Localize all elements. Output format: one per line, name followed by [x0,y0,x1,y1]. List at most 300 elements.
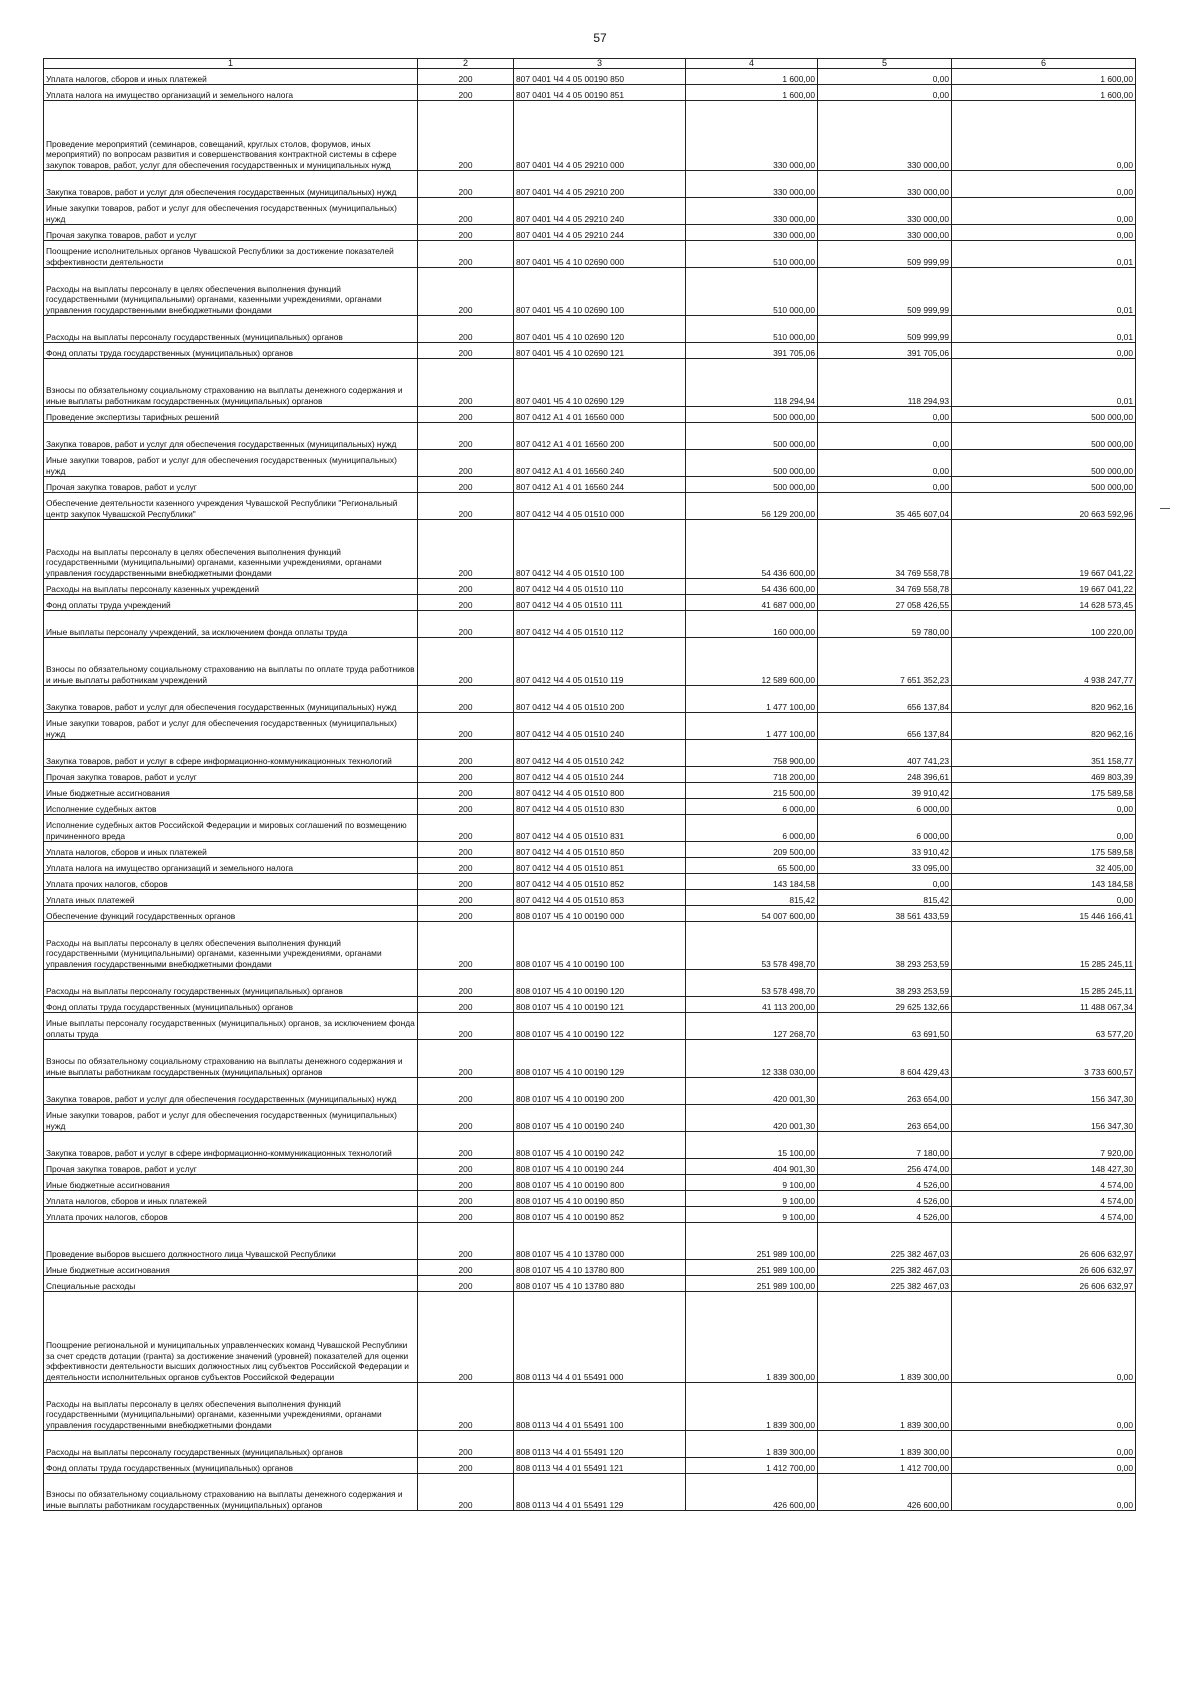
row-value-5: 1 839 300,00 [818,1292,952,1383]
row-classification-code: 807 0412 Ч4 4 05 01510 853 [514,890,686,906]
row-classification-code: 807 0412 Ч4 4 05 01510 831 [514,815,686,842]
row-admin-code: 200 [418,1040,514,1078]
row-classification-code: 807 0412 А1 4 01 16560 240 [514,450,686,477]
row-value-5: 656 137,84 [818,686,952,713]
row-classification-code: 808 0107 Ч5 4 10 00190 000 [514,906,686,922]
row-classification-code: 808 0107 Ч5 4 10 00190 122 [514,1013,686,1040]
row-name: Расходы на выплаты персоналу в целях обеспечения выполнения функций государственными (муниципальными) органами, казенными учреждениями, органами управления государственными внебюджетными фондами [44,268,418,316]
row-value-6: 351 158,77 [952,740,1136,767]
row-value-4: 1 839 300,00 [686,1292,818,1383]
row-value-5: 407 741,23 [818,740,952,767]
table-row [44,1105,1136,1132]
row-admin-code: 200 [418,241,514,268]
row-admin-code: 200 [418,198,514,225]
row-value-5: 225 382 467,03 [818,1276,952,1292]
row-admin-code: 200 [418,69,514,85]
row-value-4: 65 500,00 [686,858,818,874]
row-name: Расходы на выплаты персоналу казенных учреждений [44,579,418,595]
row-value-5: 330 000,00 [818,171,952,198]
row-value-5: 225 382 467,03 [818,1260,952,1276]
row-value-4: 143 184,58 [686,874,818,890]
row-name: Расходы на выплаты персоналу государственных (муниципальных) органов [44,316,418,343]
row-admin-code: 200 [418,359,514,407]
row-admin-code: 200 [418,423,514,450]
table-row [44,874,1136,890]
row-admin-code: 200 [418,799,514,815]
row-value-5: 34 769 558,78 [818,520,952,579]
row-classification-code: 807 0412 А1 4 01 16560 000 [514,407,686,423]
table-row [44,858,1136,874]
budget-execution-table [43,58,1136,1511]
row-name: Обеспечение функций государственных органов [44,906,418,922]
row-value-5: 39 910,42 [818,783,952,799]
column-header: 4 [686,59,818,69]
table-row [44,171,1136,198]
row-name: Иные бюджетные ассигнования [44,1260,418,1276]
row-value-4: 330 000,00 [686,225,818,241]
row-classification-code: 808 0113 Ч4 4 01 55491 129 [514,1474,686,1511]
table-row [44,611,1136,638]
row-classification-code: 808 0107 Ч5 4 10 00190 240 [514,1105,686,1132]
row-name: Уплата налогов, сборов и иных платежей [44,69,418,85]
row-value-4: 9 100,00 [686,1175,818,1191]
row-value-5: 263 654,00 [818,1105,952,1132]
row-value-5: 33 910,42 [818,842,952,858]
row-value-6: 32 405,00 [952,858,1136,874]
row-name: Уплата налога на имущество организаций и земельного налога [44,85,418,101]
row-value-6: 0,00 [952,343,1136,359]
row-value-4: 330 000,00 [686,198,818,225]
row-value-4: 6 000,00 [686,799,818,815]
row-classification-code: 808 0107 Ч5 4 10 00190 244 [514,1159,686,1175]
row-classification-code: 808 0107 Ч5 4 10 13780 000 [514,1223,686,1260]
row-value-4: 500 000,00 [686,407,818,423]
row-name: Прочая закупка товаров, работ и услуг [44,225,418,241]
row-value-6: 4 574,00 [952,1207,1136,1223]
row-classification-code: 807 0412 Ч4 4 05 01510 830 [514,799,686,815]
row-value-6: 0,00 [952,1431,1136,1458]
row-value-5: 7 651 352,23 [818,638,952,686]
row-classification-code: 808 0107 Ч5 4 10 00190 242 [514,1132,686,1159]
row-value-6: 3 733 600,57 [952,1040,1136,1078]
table-row [44,1207,1136,1223]
row-classification-code: 808 0107 Ч5 4 10 13780 800 [514,1260,686,1276]
table-row [44,997,1136,1013]
row-value-6: 11 488 067,34 [952,997,1136,1013]
row-value-4: 1 477 100,00 [686,686,818,713]
row-classification-code: 808 0107 Ч5 4 10 00190 852 [514,1207,686,1223]
row-classification-code: 807 0412 Ч4 4 05 01510 852 [514,874,686,890]
row-classification-code: 807 0412 Ч4 4 05 01510 112 [514,611,686,638]
row-value-6: 0,01 [952,268,1136,316]
table-row [44,225,1136,241]
row-value-6: 500 000,00 [952,423,1136,450]
row-classification-code: 808 0107 Ч5 4 10 00190 120 [514,970,686,997]
row-admin-code: 200 [418,1078,514,1105]
row-value-4: 9 100,00 [686,1207,818,1223]
table-row [44,906,1136,922]
row-classification-code: 807 0401 Ч4 4 05 29210 240 [514,198,686,225]
row-classification-code: 808 0107 Ч5 4 10 00190 121 [514,997,686,1013]
row-name: Фонд оплаты труда учреждений [44,595,418,611]
row-value-6: 175 589,58 [952,842,1136,858]
row-classification-code: 808 0113 Ч4 4 01 55491 000 [514,1292,686,1383]
row-value-4: 330 000,00 [686,171,818,198]
row-admin-code: 200 [418,579,514,595]
row-name: Иные закупки товаров, работ и услуг для обеспечения государственных (муниципальных) нужд [44,1105,418,1132]
table-row [44,815,1136,842]
row-value-5: 34 769 558,78 [818,579,952,595]
column-header: 1 [44,59,418,69]
row-name: Иные бюджетные ассигнования [44,783,418,799]
table-row [44,477,1136,493]
row-value-5: 0,00 [818,450,952,477]
row-classification-code: 807 0412 А1 4 01 16560 200 [514,423,686,450]
row-name: Иные закупки товаров, работ и услуг для обеспечения государственных (муниципальных) нужд [44,713,418,740]
row-admin-code: 200 [418,815,514,842]
row-name: Расходы на выплаты персоналу в целях обеспечения выполнения функций государственными (муниципальными) органами, казенными учреждениями, органами управления государственными внебюджетными фондами [44,1383,418,1431]
row-classification-code: 807 0412 Ч4 4 05 01510 800 [514,783,686,799]
table-body [44,69,1136,1511]
table-row [44,85,1136,101]
row-value-5: 6 000,00 [818,815,952,842]
row-name: Иные бюджетные ассигнования [44,1175,418,1191]
row-admin-code: 200 [418,858,514,874]
row-classification-code: 808 0107 Ч5 4 10 00190 129 [514,1040,686,1078]
row-admin-code: 200 [418,493,514,520]
row-name: Расходы на выплаты персоналу в целях обеспечения выполнения функций государственными (муниципальными) органами, казенными учреждениями, органами управления государственными внебюджетными фондами [44,922,418,970]
row-admin-code: 200 [418,638,514,686]
row-admin-code: 200 [418,686,514,713]
row-name: Закупка товаров, работ и услуг для обеспечения государственных (муниципальных) нужд [44,686,418,713]
row-value-5: 38 293 253,59 [818,970,952,997]
row-admin-code: 200 [418,1260,514,1276]
row-name: Расходы на выплаты персоналу в целях обеспечения выполнения функций государственными (муниципальными) органами, казенными учреждениями, органами управления государственными внебюджетными фондами [44,520,418,579]
row-name: Иные закупки товаров, работ и услуг для обеспечения государственных (муниципальных) нужд [44,450,418,477]
row-name: Расходы на выплаты персоналу государственных (муниципальных) органов [44,970,418,997]
row-value-5: 0,00 [818,407,952,423]
row-value-5: 0,00 [818,477,952,493]
row-value-6: 26 606 632,97 [952,1223,1136,1260]
row-value-4: 53 578 498,70 [686,970,818,997]
row-classification-code: 808 0107 Ч5 4 10 00190 200 [514,1078,686,1105]
row-value-5: 391 705,06 [818,343,952,359]
row-name: Фонд оплаты труда государственных (муниципальных) органов [44,1458,418,1474]
row-value-4: 510 000,00 [686,241,818,268]
row-classification-code: 807 0412 Ч4 4 05 01510 242 [514,740,686,767]
row-value-5: 33 095,00 [818,858,952,874]
row-value-4: 54 436 600,00 [686,579,818,595]
row-value-6: 15 285 245,11 [952,922,1136,970]
table-row [44,1260,1136,1276]
table-row [44,713,1136,740]
row-value-5: 263 654,00 [818,1078,952,1105]
row-value-4: 391 705,06 [686,343,818,359]
row-value-6: 0,00 [952,101,1136,171]
row-value-6: 500 000,00 [952,450,1136,477]
row-value-6: 500 000,00 [952,407,1136,423]
row-classification-code: 807 0401 Ч4 4 05 00190 850 [514,69,686,85]
row-value-6: 0,00 [952,198,1136,225]
table-row [44,69,1136,85]
row-name: Поощрение исполнительных органов Чувашской Республики за достижение показателей эффективности деятельности [44,241,418,268]
row-value-6: 0,01 [952,359,1136,407]
row-value-5: 330 000,00 [818,225,952,241]
row-admin-code: 200 [418,740,514,767]
column-header: 3 [514,59,686,69]
row-value-6: 15 446 166,41 [952,906,1136,922]
column-number-row [44,59,1136,69]
row-value-6: 0,00 [952,1458,1136,1474]
row-value-4: 1 477 100,00 [686,713,818,740]
row-value-6: 4 938 247,77 [952,638,1136,686]
row-value-4: 53 578 498,70 [686,922,818,970]
row-admin-code: 200 [418,268,514,316]
row-value-6: 20 663 592,96 [952,493,1136,520]
row-value-4: 500 000,00 [686,450,818,477]
row-admin-code: 200 [418,85,514,101]
row-admin-code: 200 [418,171,514,198]
row-value-4: 426 600,00 [686,1474,818,1511]
row-admin-code: 200 [418,450,514,477]
row-admin-code: 200 [418,842,514,858]
row-value-5: 815,42 [818,890,952,906]
row-value-4: 56 129 200,00 [686,493,818,520]
row-value-4: 118 294,94 [686,359,818,407]
row-value-4: 127 268,70 [686,1013,818,1040]
row-name: Исполнение судебных актов [44,799,418,815]
row-admin-code: 200 [418,1383,514,1431]
row-name: Взносы по обязательному социальному страхованию на выплаты по оплате труда работников и иные выплаты работникам учреждений [44,638,418,686]
row-value-6: 19 667 041,22 [952,520,1136,579]
row-name: Исполнение судебных актов Российской Федерации и мировых соглашений по возмещению причиненного вреда [44,815,418,842]
row-value-4: 215 500,00 [686,783,818,799]
row-value-6: 15 285 245,11 [952,970,1136,997]
table-row [44,316,1136,343]
row-classification-code: 808 0107 Ч5 4 10 00190 100 [514,922,686,970]
row-name: Специальные расходы [44,1276,418,1292]
row-admin-code: 200 [418,1175,514,1191]
table-row [44,1431,1136,1458]
row-value-5: 256 474,00 [818,1159,952,1175]
row-value-6: 26 606 632,97 [952,1276,1136,1292]
row-value-5: 35 465 607,04 [818,493,952,520]
table-row [44,423,1136,450]
row-name: Уплата налога на имущество организаций и земельного налога [44,858,418,874]
table-row [44,101,1136,171]
row-classification-code: 807 0412 Ч4 4 05 01510 000 [514,493,686,520]
row-value-4: 209 500,00 [686,842,818,858]
row-admin-code: 200 [418,1223,514,1260]
table-row [44,1013,1136,1040]
row-name: Иные закупки товаров, работ и услуг для обеспечения государственных (муниципальных) нужд [44,198,418,225]
row-admin-code: 200 [418,713,514,740]
row-classification-code: 807 0401 Ч4 4 05 00190 851 [514,85,686,101]
table-row [44,241,1136,268]
row-value-6: 175 589,58 [952,783,1136,799]
row-value-5: 7 180,00 [818,1132,952,1159]
row-admin-code: 200 [418,343,514,359]
row-name: Уплата налогов, сборов и иных платежей [44,842,418,858]
row-value-5: 0,00 [818,423,952,450]
table-row [44,1223,1136,1260]
row-name: Фонд оплаты труда государственных (муниципальных) органов [44,343,418,359]
row-value-4: 1 839 300,00 [686,1431,818,1458]
row-classification-code: 807 0412 Ч4 4 05 01510 119 [514,638,686,686]
row-value-6: 500 000,00 [952,477,1136,493]
row-name: Взносы по обязательному социальному страхованию на выплаты денежного содержания и иные выплаты работникам государственных (муниципальных) органов [44,359,418,407]
row-value-5: 225 382 467,03 [818,1223,952,1260]
row-value-4: 420 001,30 [686,1105,818,1132]
row-name: Закупка товаров, работ и услуг для обеспечения государственных (муниципальных) нужд [44,171,418,198]
row-name: Иные выплаты персоналу учреждений, за исключением фонда оплаты труда [44,611,418,638]
row-classification-code: 807 0412 Ч4 4 05 01510 111 [514,595,686,611]
row-value-6: 148 427,30 [952,1159,1136,1175]
table-row [44,1132,1136,1159]
table-row [44,638,1136,686]
row-name: Уплата прочих налогов, сборов [44,874,418,890]
row-value-5: 509 999,99 [818,268,952,316]
row-classification-code: 807 0401 Ч4 4 05 29210 000 [514,101,686,171]
row-admin-code: 200 [418,997,514,1013]
table-row [44,595,1136,611]
table-row [44,450,1136,477]
row-value-6: 0,01 [952,316,1136,343]
row-classification-code: 807 0412 А1 4 01 16560 244 [514,477,686,493]
row-value-4: 41 113 200,00 [686,997,818,1013]
row-admin-code: 200 [418,316,514,343]
row-value-6: 0,00 [952,171,1136,198]
row-value-4: 510 000,00 [686,268,818,316]
row-classification-code: 808 0107 Ч5 4 10 00190 800 [514,1175,686,1191]
row-admin-code: 200 [418,1276,514,1292]
table-row [44,783,1136,799]
row-value-6: 0,00 [952,1292,1136,1383]
row-value-6: 820 962,16 [952,713,1136,740]
table-row [44,1175,1136,1191]
row-value-4: 1 600,00 [686,85,818,101]
row-value-6: 156 347,30 [952,1078,1136,1105]
row-value-4: 758 900,00 [686,740,818,767]
row-classification-code: 807 0412 Ч4 4 05 01510 851 [514,858,686,874]
row-name: Взносы по обязательному социальному страхованию на выплаты денежного содержания и иные выплаты работникам государственных (муниципальных) органов [44,1040,418,1078]
row-value-4: 251 989 100,00 [686,1260,818,1276]
row-value-4: 404 901,30 [686,1159,818,1175]
row-value-6: 1 600,00 [952,69,1136,85]
row-value-6: 100 220,00 [952,611,1136,638]
row-classification-code: 807 0401 Ч4 4 05 29210 200 [514,171,686,198]
row-admin-code: 200 [418,890,514,906]
row-name: Взносы по обязательному социальному страхованию на выплаты денежного содержания и иные выплаты работникам государственных (муниципальных) органов [44,1474,418,1511]
table-row [44,842,1136,858]
row-value-5: 248 396,61 [818,767,952,783]
row-value-4: 41 687 000,00 [686,595,818,611]
table-row [44,686,1136,713]
row-classification-code: 807 0401 Ч4 4 05 29210 244 [514,225,686,241]
row-value-5: 0,00 [818,874,952,890]
row-admin-code: 200 [418,922,514,970]
row-value-5: 1 412 700,00 [818,1458,952,1474]
row-value-6: 156 347,30 [952,1105,1136,1132]
row-classification-code: 808 0113 Ч4 4 01 55491 121 [514,1458,686,1474]
row-value-5: 509 999,99 [818,316,952,343]
row-classification-code: 808 0107 Ч5 4 10 13780 880 [514,1276,686,1292]
row-value-5: 4 526,00 [818,1191,952,1207]
row-value-5: 0,00 [818,69,952,85]
row-name: Уплата налогов, сборов и иных платежей [44,1191,418,1207]
row-value-6: 26 606 632,97 [952,1260,1136,1276]
row-value-6: 7 920,00 [952,1132,1136,1159]
table-row [44,579,1136,595]
column-header: 5 [818,59,952,69]
row-admin-code: 200 [418,1474,514,1511]
page-number: 57 [593,31,607,45]
row-value-4: 251 989 100,00 [686,1276,818,1292]
row-value-4: 1 600,00 [686,69,818,85]
row-classification-code: 807 0401 Ч5 4 10 02690 100 [514,268,686,316]
row-value-6: 14 628 573,45 [952,595,1136,611]
row-admin-code: 200 [418,595,514,611]
table-row [44,407,1136,423]
row-admin-code: 200 [418,1431,514,1458]
column-header: 2 [418,59,514,69]
table-row [44,359,1136,407]
row-classification-code: 808 0113 Ч4 4 01 55491 100 [514,1383,686,1431]
row-value-4: 1 839 300,00 [686,1383,818,1431]
row-name: Иные выплаты персоналу государственных (муниципальных) органов, за исключением фонда оплаты труда [44,1013,418,1040]
row-value-6: 0,00 [952,1383,1136,1431]
row-admin-code: 200 [418,767,514,783]
row-value-6: 4 574,00 [952,1175,1136,1191]
row-admin-code: 200 [418,225,514,241]
row-value-5: 118 294,93 [818,359,952,407]
row-value-6: 0,00 [952,225,1136,241]
row-value-4: 510 000,00 [686,316,818,343]
column-header: 6 [952,59,1136,69]
table-row [44,1191,1136,1207]
row-classification-code: 807 0401 Ч5 4 10 02690 121 [514,343,686,359]
row-value-6: 469 803,39 [952,767,1136,783]
row-value-5: 0,00 [818,85,952,101]
row-admin-code: 200 [418,1191,514,1207]
row-name: Расходы на выплаты персоналу государственных (муниципальных) органов [44,1431,418,1458]
row-admin-code: 200 [418,783,514,799]
row-name: Прочая закупка товаров, работ и услуг [44,477,418,493]
row-name: Закупка товаров, работ и услуг в сфере информационно-коммуникационных технологий [44,740,418,767]
row-classification-code: 808 0107 Ч5 4 10 00190 850 [514,1191,686,1207]
row-value-4: 1 412 700,00 [686,1458,818,1474]
row-name: Прочая закупка товаров, работ и услуг [44,1159,418,1175]
row-value-5: 38 561 433,59 [818,906,952,922]
row-name: Закупка товаров, работ и услуг в сфере информационно-коммуникационных технологий [44,1132,418,1159]
row-value-5: 656 137,84 [818,713,952,740]
row-admin-code: 200 [418,611,514,638]
row-classification-code: 807 0412 Ч4 4 05 01510 100 [514,520,686,579]
row-admin-code: 200 [418,970,514,997]
table-row [44,767,1136,783]
table-row [44,493,1136,520]
row-value-4: 718 200,00 [686,767,818,783]
row-classification-code: 807 0412 Ч4 4 05 01510 200 [514,686,686,713]
table-row [44,799,1136,815]
row-value-4: 815,42 [686,890,818,906]
row-name: Проведение выборов высшего должностного лица Чувашской Республики [44,1223,418,1260]
row-value-5: 6 000,00 [818,799,952,815]
table-row [44,1276,1136,1292]
row-value-6: 143 184,58 [952,874,1136,890]
row-classification-code: 808 0113 Ч4 4 01 55491 120 [514,1431,686,1458]
row-admin-code: 200 [418,477,514,493]
